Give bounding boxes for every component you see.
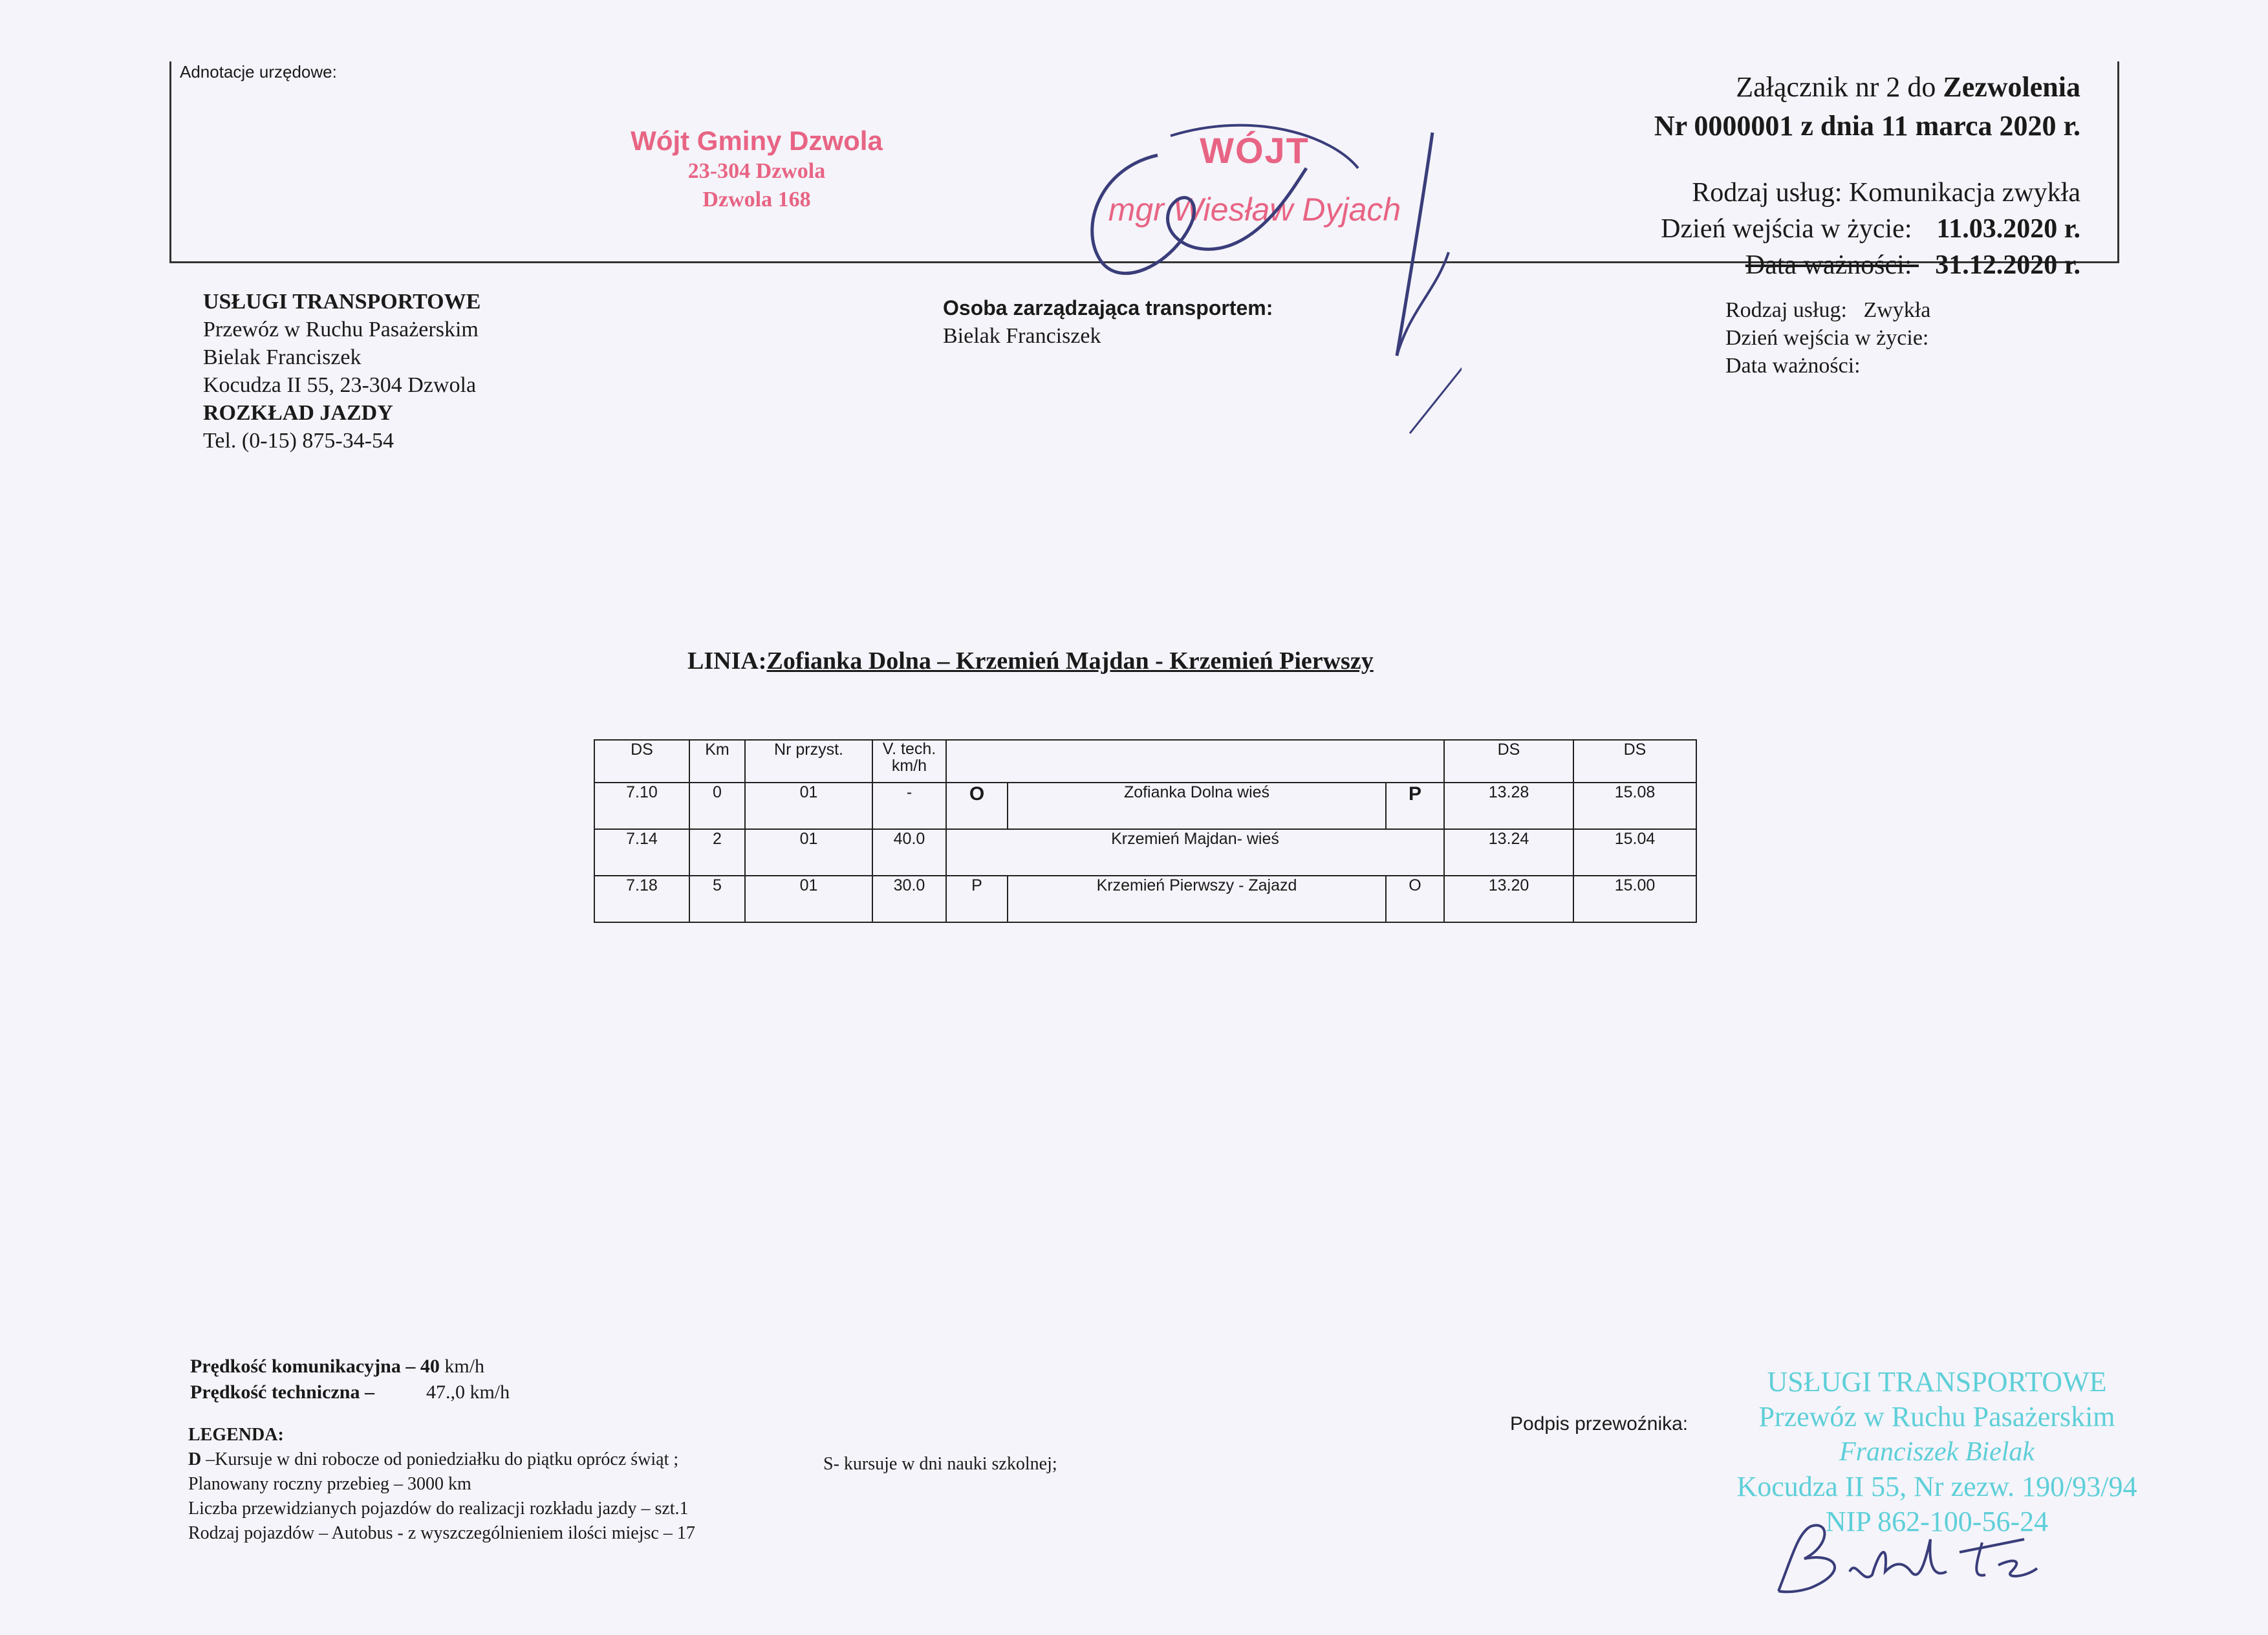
- annotations-label: Adnotacje urzędowe:: [180, 62, 337, 81]
- commune-stamp-line3: Dzwola 168: [702, 188, 811, 211]
- carrier-line2: Bielak Franciszek: [203, 345, 362, 369]
- cell-vtech: 30.0: [872, 876, 946, 922]
- carrier-line1: Przewóz w Ruchu Pasażerskim: [203, 318, 479, 341]
- technical-speed-value: 47.,0 km/h: [426, 1381, 510, 1403]
- carrier-title: USŁUGI TRANSPORTOWE: [203, 290, 481, 314]
- header-vtech-line1: V. tech.: [882, 740, 936, 758]
- commune-stamp: [621, 125, 892, 214]
- table-row: [594, 876, 1696, 922]
- cell-ds: 7.10: [594, 783, 689, 829]
- header-km: Km: [689, 740, 745, 783]
- cell-ds1: 13.28: [1444, 783, 1573, 829]
- line-prefix: LINIA:: [687, 647, 767, 675]
- cell-ds2: 15.08: [1573, 783, 1696, 829]
- attachment-line1-prefix: Załącznik nr 2 do: [1736, 71, 1943, 103]
- mayor-signature-icon: [1061, 97, 1462, 459]
- cell-stop-name: Krzemień Pierwszy - Zajazd: [1008, 876, 1386, 922]
- line-title: [687, 647, 1374, 675]
- timetable-header-row: [594, 740, 1696, 783]
- cell-ds: 7.14: [594, 829, 689, 876]
- technical-speed-label: Prędkość techniczna –: [190, 1381, 374, 1403]
- carrier-signature-icon: [1753, 1513, 2063, 1604]
- carrier-stamp-line3: Franciszek Bielak: [1839, 1437, 2035, 1467]
- service-type-value: Zwykła: [1863, 298, 1931, 322]
- legend-title: LEGENDA:: [188, 1425, 284, 1445]
- cell-marker-right: O: [1386, 876, 1444, 922]
- carrier-phone: Tel. (0-15) 875-34-54: [203, 429, 394, 453]
- start-date-value-top: 11.03.2020 r.: [1936, 214, 2080, 244]
- header-vtech-line2: km/h: [891, 757, 927, 775]
- cell-ds1: 13.24: [1444, 829, 1573, 876]
- commune-stamp-line1: Wójt Gminy Dzwola: [631, 125, 883, 156]
- legend-d-key: D: [188, 1449, 202, 1469]
- header-ds-right2: DS: [1573, 740, 1696, 783]
- header-stop-no: Nr przyst.: [745, 740, 872, 783]
- cell-km: 5: [689, 876, 745, 922]
- header-vtech: [872, 740, 946, 783]
- speed-info: [190, 1354, 510, 1405]
- mayor-stamp-title: WÓJT: [1200, 130, 1310, 171]
- carrier-stamp-line1: USŁUGI TRANSPORTOWE: [1767, 1366, 2107, 1398]
- legend-s-text: S- kursuje w dni nauki szkolnej;: [823, 1454, 1057, 1474]
- line-route: Zofianka Dolna – Krzemień Majdan - Krzemień Pierwszy: [766, 647, 1374, 675]
- cell-vtech: 40.0: [872, 829, 946, 876]
- cell-ds2: 15.00: [1573, 876, 1696, 922]
- attachment-line1-bold: Zezwolenia: [1943, 71, 2080, 103]
- manager-name: Bielak Franciszek: [943, 324, 1101, 348]
- timetable: [594, 739, 1697, 923]
- cell-km: 2: [689, 829, 745, 876]
- legend-mileage: Planowany roczny przebieg – 3000 km: [188, 1474, 471, 1494]
- commune-stamp-line2: 23-304 Dzwola: [687, 159, 826, 183]
- cell-km: 0: [689, 783, 745, 829]
- cell-marker-left: O: [946, 783, 1008, 829]
- transport-manager: [943, 294, 1273, 350]
- commercial-speed-label: Prędkość komunikacyjna – 40: [190, 1356, 440, 1377]
- service-info-top: [1661, 175, 2080, 283]
- cell-stop-name: Zofianka Dolna wieś: [1008, 783, 1386, 829]
- carrier-info: [203, 288, 481, 455]
- legend-vehicles: Liczba przewidzianych pojazdów do realizacji rozkładu jazdy – szt.1: [188, 1499, 689, 1519]
- legend: [188, 1423, 695, 1546]
- header-blank: [946, 740, 1444, 783]
- cell-stop-no: 01: [745, 783, 872, 829]
- header-ds-right1: DS: [1444, 740, 1573, 783]
- cell-ds1: 13.20: [1444, 876, 1573, 922]
- carrier-address: Kocudza II 55, 23-304 Dzwola: [203, 373, 477, 397]
- manager-label: Osoba zarządzająca transportem:: [943, 296, 1273, 319]
- cell-marker-right: P: [1386, 783, 1444, 829]
- service-type-top: Rodzaj usług: Komunikacja zwykła: [1692, 178, 2080, 208]
- expiry-date-label: Data ważności:: [1725, 354, 1861, 378]
- cell-ds: 7.18: [594, 876, 689, 922]
- service-info-right: [1725, 296, 1930, 380]
- expiry-date-value-top: 31.12.2020 r.: [1935, 250, 2080, 280]
- start-date-label: Dzień wejścia w życie:: [1725, 326, 1929, 350]
- attachment-reference: [1654, 68, 2080, 146]
- cell-marker-left: P: [946, 876, 1008, 922]
- cell-stop-no: 01: [745, 876, 872, 922]
- cell-ds2: 15.04: [1573, 829, 1696, 876]
- carrier-stamp-line4: Kocudza II 55, Nr zezw. 190/93/94: [1736, 1471, 2137, 1502]
- expiry-date-label-top: Data ważności:: [1745, 250, 1912, 280]
- carrier-signature-label: Podpis przewoźnika:: [1510, 1413, 1689, 1435]
- service-type-label: Rodzaj usług:: [1725, 298, 1847, 322]
- commercial-speed-unit: km/h: [439, 1356, 485, 1377]
- legend-vehicle-type: Rodzaj pojazdów – Autobus - z wyszczególnieniem ilości miejsc – 17: [188, 1523, 695, 1543]
- table-row: [594, 783, 1696, 829]
- cell-stop-no: 01: [745, 829, 872, 876]
- cell-stop-name: Krzemień Majdan- wieś: [946, 829, 1444, 876]
- document-type: ROZKŁAD JAZDY: [203, 401, 393, 425]
- table-row: [594, 829, 1696, 876]
- header-ds-left: DS: [594, 740, 689, 783]
- carrier-stamp-line2: Przewóz w Ruchu Pasażerskim: [1758, 1401, 2115, 1433]
- start-date-label-top: Dzień wejścia w życie:: [1661, 214, 1912, 244]
- legend-d-text: –Kursuje w dni robocze od poniedziałku do piątku oprócz świąt ;: [201, 1449, 679, 1469]
- mayor-stamp-name: mgr Wiesław Dyjach: [1108, 191, 1401, 228]
- cell-vtech: -: [872, 783, 946, 829]
- carrier-stamp-line5: NIP 862-100-56-24: [1825, 1506, 2049, 1537]
- attachment-line2: Nr 0000001 z dnia 11 marca 2020 r.: [1654, 110, 2080, 142]
